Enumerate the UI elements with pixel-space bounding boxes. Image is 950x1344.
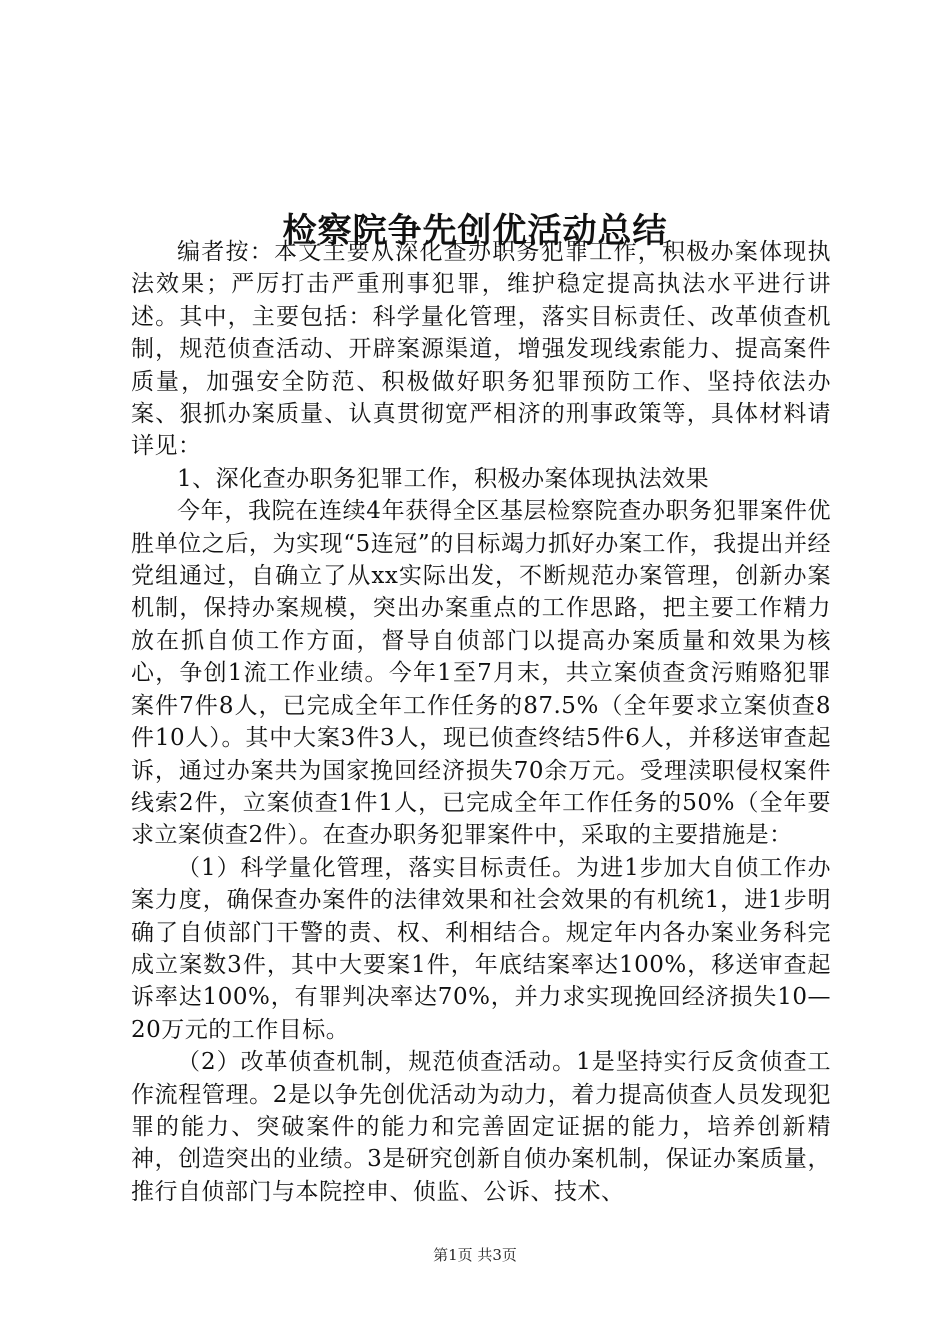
body-paragraph: （1）科学量化管理，落实目标责任。为进1步加大自侦工作办案力度，确保查办案件的法律效果和社会效果的有机统1，进1步明确了自侦部门干警的责、权、利相结合。规定年内各办案业务科完成立案数3件，其中大要案1件，年底结案率达100%，移送审查起诉率达100%，有罪判决率达70%，并力求实现挽回经济损失10—20万元的工作目标。 [131, 854, 831, 1043]
editor-note-paragraph: 编者按：本文主要从深化查办职务犯罪工作，积极办案体现执法效果；严厉打击严重刑事犯罪，维护稳定提高执法水平进行讲述。其中，主要包括：科学量化管理，落实目标责任、改革侦查机制，规范侦查活动、开辟案源渠道，增强发现线索能力、提高案件质量，加强安全防范、积极做好职务犯罪预防工作、坚持依法办案、狠抓办案质量、认真贯彻宽严相济的刑事政策等，具体材料请详见： [131, 239, 831, 460]
document-title: 检察院争先创优活动总结 [282, 210, 668, 251]
body-paragraph: （2）改革侦查机制，规范侦查活动。1是坚持实行反贪侦查工作流程管理。2是以争先创优活动为动力，着力提高侦查人员发现犯罪的能力、突破案件的能力和完善固定证据的能力，培养创新精神，创造突出的业绩。3是研究创新自侦办案机制，保证办案质量，推行自侦部门与本院控申、侦监、公诉、技术、 [131, 1049, 831, 1205]
section-heading: 1、深化查办职务犯罪工作，积极办案体现执法效果 [177, 465, 710, 492]
document-body [131, 236, 831, 1208]
body-paragraph: 今年，我院在连续4年获得全区基层检察院查办职务犯罪案件优胜单位之后，为实现“5连冠”的目标竭力抓好办案工作，我提出并经党组通过，自确立了从xx实际出发，不断规范办案管理，创新办案机制，保持办案规模，突出办案重点的工作思路，把主要工作精力放在抓自侦工作方面，督导自侦部门以提高办案质量和效果为核心，争创1流工作业绩。今年1至7月末，共立案侦查贪污贿赂犯罪案件7件8人，已完成全年工作任务的87.5%（全年要求立案侦查8件10人）。其中大案3件3人，现已侦查终结5件6人，并移送审查起诉，通过办案共为国家挽回经济损失70余万元。受理渎职侵权案件线索2件，立案侦查1件1人，已完成全年工作任务的50%（全年要求立案侦查2件）。在查办职务犯罪案件中，采取的主要措施是： [131, 498, 831, 849]
page-footer: 第1页 共3页 [433, 1246, 517, 1264]
